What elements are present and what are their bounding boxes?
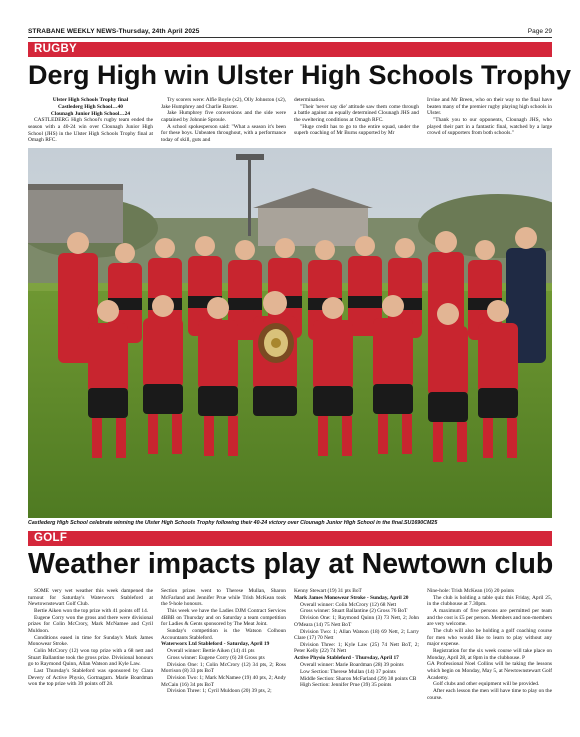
rugby-section-label: RUGBY <box>34 43 78 55</box>
rugby-column-2 <box>161 97 286 147</box>
golf-section-bar <box>28 531 552 546</box>
golf-result: Division One: 1; Colin McCrory (12) 34 pts, 2; Ross Morrison (8) 33 pts BoT <box>161 661 286 675</box>
rugby-kicker: Ulster High Schools Trophy final <box>52 97 129 103</box>
golf-paragraph: After each lesson the men will have time to play on the course. <box>427 688 552 701</box>
golf-result: Gross winner: Eugene Corry (6) 28 Gross pts <box>167 654 265 661</box>
team-photo-image <box>28 148 552 518</box>
rugby-paragraph: CASTLEDERG High School's rugby team ended the season with a 40-24 win over Clounagh Junior High School (JHS) in the Ulster High Schools Trophy final at Omagh RFC. <box>28 117 153 144</box>
rugby-section-bar <box>28 42 552 57</box>
golf-result: Division Two: 1; Mark McNamee (19) 40 pts, 2; Andy McCain (16) 34 pts BoT <box>161 675 286 688</box>
rugby-score-2: Clounagh Junior High School…24 <box>50 110 131 117</box>
rugby-paragraph: Irvine and Mr Breen, who on their way to the final have beaten many of the premier rugby playing high schools in Ulster. <box>427 97 552 117</box>
golf-paragraph: Bertie Aiken won the top prize with 41 points off 14. <box>34 607 149 614</box>
golf-paragraph: GA Professional Noel Collins will be taking the lessons which begin on Monday, May 5, at Newtownstewart Golf Academy. <box>427 661 552 681</box>
golf-results-heading: Waterworx Ltd Stableford - Saturday, April 19 <box>161 641 270 648</box>
rugby-paragraph: "Thank you to our opponents, Clounagh JHS, who played their part in a fantastic final, watched by a large crowd of supporters from both schools." <box>427 116 552 137</box>
golf-paragraph: Last Thursday's Stableford was sponsored by Ciara Devery of Active Physio, Gortnagarn. Marie Boardman won the top prize with 39 points off 28. <box>28 668 153 688</box>
rugby-column-1 <box>28 97 153 147</box>
golf-result: Gross winner: Stuart Ballantine (2) Gross 76 BoT <box>300 608 408 615</box>
golf-result: Overall winner: Marie Boardman (28) 39 points <box>300 662 404 669</box>
golf-result: Overall winner: Colin McCrory (12) 68 Nett <box>300 601 397 608</box>
golf-column-1 <box>28 588 153 730</box>
golf-paragraph: The club is holding a table quiz this Friday, April 25, in the clubhouse at 7.30pm. <box>427 594 552 608</box>
golf-paragraph: Registration for the six week course will take place on Monday, April 28, at 8pm in the clubhouse. P <box>427 648 552 661</box>
golf-result: Kenny Stewart (19) 31 pts BoT <box>294 588 362 594</box>
rugby-paragraph: "Their 'never say die' attitude saw them come through a battle against an equally determined Clounagh JHS and the sweltering conditions at Omagh RFC. <box>294 103 419 123</box>
golf-result: Middle Section: Sharon McFarland (29) 38 points CB <box>300 675 417 682</box>
golf-paragraph: Colin McCrory (12) won top prize with a 68 nett and Stuart Ballantine took the gross prize. Divisional honours go to Raymond Quinn, Allan Watson and Kyle Law. <box>28 648 153 668</box>
rugby-headline: Derg High win Ulster High Schools Trophy <box>28 60 572 90</box>
golf-article <box>28 588 552 730</box>
golf-headline: Weather impacts play at Newtown club <box>28 548 554 580</box>
golf-result: Division Two: 1; Allan Watson (18) 69 Nett, 2; Larry Clare (17) 70 Nett <box>294 628 419 642</box>
page-number: Page 29 <box>527 28 552 35</box>
golf-section-label: GOLF <box>34 532 68 544</box>
golf-result: Division One: 1; Raymond Quinn (3) 73 Nett, 2; John O'Meara (14) 75 Nett BoT <box>294 615 419 628</box>
golf-result: Low Section: Therese Mullan (14) 37 points <box>300 668 396 675</box>
golf-column-2 <box>161 588 286 730</box>
golf-paragraph: Conditions eased in time for Sunday's Mark James Monowear Stroke. <box>28 634 153 648</box>
golf-result: Nine-hole: Trish McKean (16) 20 points <box>427 588 514 594</box>
golf-paragraph: Golf clubs and other equipment will be provided. <box>433 681 540 688</box>
golf-column-3 <box>294 588 419 730</box>
rugby-column-4 <box>427 97 552 147</box>
rugby-paragraph: Jake Humphrey five conversions and the side were captained by Johnnie Sproule. <box>161 110 286 123</box>
masthead <box>28 28 552 38</box>
golf-results-heading: Mark James Monowear Stroke - Sunday, April 20 <box>294 594 409 601</box>
rugby-paragraph: A school spokesperson said: "What a season it's been for these boys. Unbeaten throughout, with a performance today of skill, guts and <box>161 123 286 143</box>
golf-paragraph: This week we have the Ladies DJM Contract Services 4BBB on Thursday and on Saturday a team competition for Ladies & Gents sponsored by The Meat Joint. <box>161 607 286 628</box>
golf-paragraph: The club will also be holding a golf coaching course for men who would like to learn to play without any major expense. <box>427 628 552 648</box>
golf-paragraph: SOME very wet weather this week dampened the turnout for Saturday's Waterworx Stableford at Newtownstewart Golf Club. <box>28 588 153 608</box>
rugby-paragraph: "Huge credit has to go to the entire squad, under the superb coaching of Mr Burns supported by Mr <box>294 123 419 137</box>
rugby-article <box>28 97 552 147</box>
golf-paragraph: A maximum of five persons are permitted per team and the cost is £5 per person. Members and non-members are very welcome. <box>427 608 552 628</box>
golf-results-heading: Active Physio Stableford - Thursday, April 17 <box>294 655 399 662</box>
masthead-paper: STRABANE WEEKLY NEWS-Thursday, 24th April 2025 <box>28 28 200 35</box>
golf-result: Division Three: 1; Cyril Muldoon (20) 39 pts, 2; <box>167 688 272 695</box>
rugby-paragraph: determination. <box>294 97 326 103</box>
golf-result: High Section: Jennifer Prue (39) 35 points <box>300 682 392 689</box>
golf-paragraph: Sunday's competition is the Watson Colhoun Accountants Stableford. <box>161 627 286 641</box>
golf-column-4 <box>427 588 552 730</box>
golf-paragraph: Eugene Corry won the gross and there were divisional prizes for Colin McCrory, Mark McNamee and Cyril Muldoon. <box>28 614 153 634</box>
photo-caption: Castlederg High School celebrate winning the Ulster High Schools Trophy following their 40-24 victory over Clounagh Junior High School in the final.SU1690CM25 <box>28 520 438 526</box>
rugby-paragraph: Try scorers were: Alfie Boyle (x2), Olly Johnston (x2), Jake Humphrey and Charlie Baxter. <box>161 97 286 110</box>
golf-result: Overall winner: Bertie Aiken (14) 41 pts <box>167 648 255 655</box>
golf-paragraph: Section prizes went to Therese Mullan, Sharon McFarland and Jennifer Prue while Trish McKean took the 9-hole honours. <box>161 588 286 608</box>
team-photo <box>28 148 552 518</box>
rugby-column-3 <box>294 97 419 147</box>
rugby-score-1: Castlederg High School…40 <box>58 103 123 110</box>
golf-result: Division Three: 1; Kyle Law (25) 74 Nett BoT, 2; Peter Kelly (22) 74 Nett <box>294 641 419 655</box>
